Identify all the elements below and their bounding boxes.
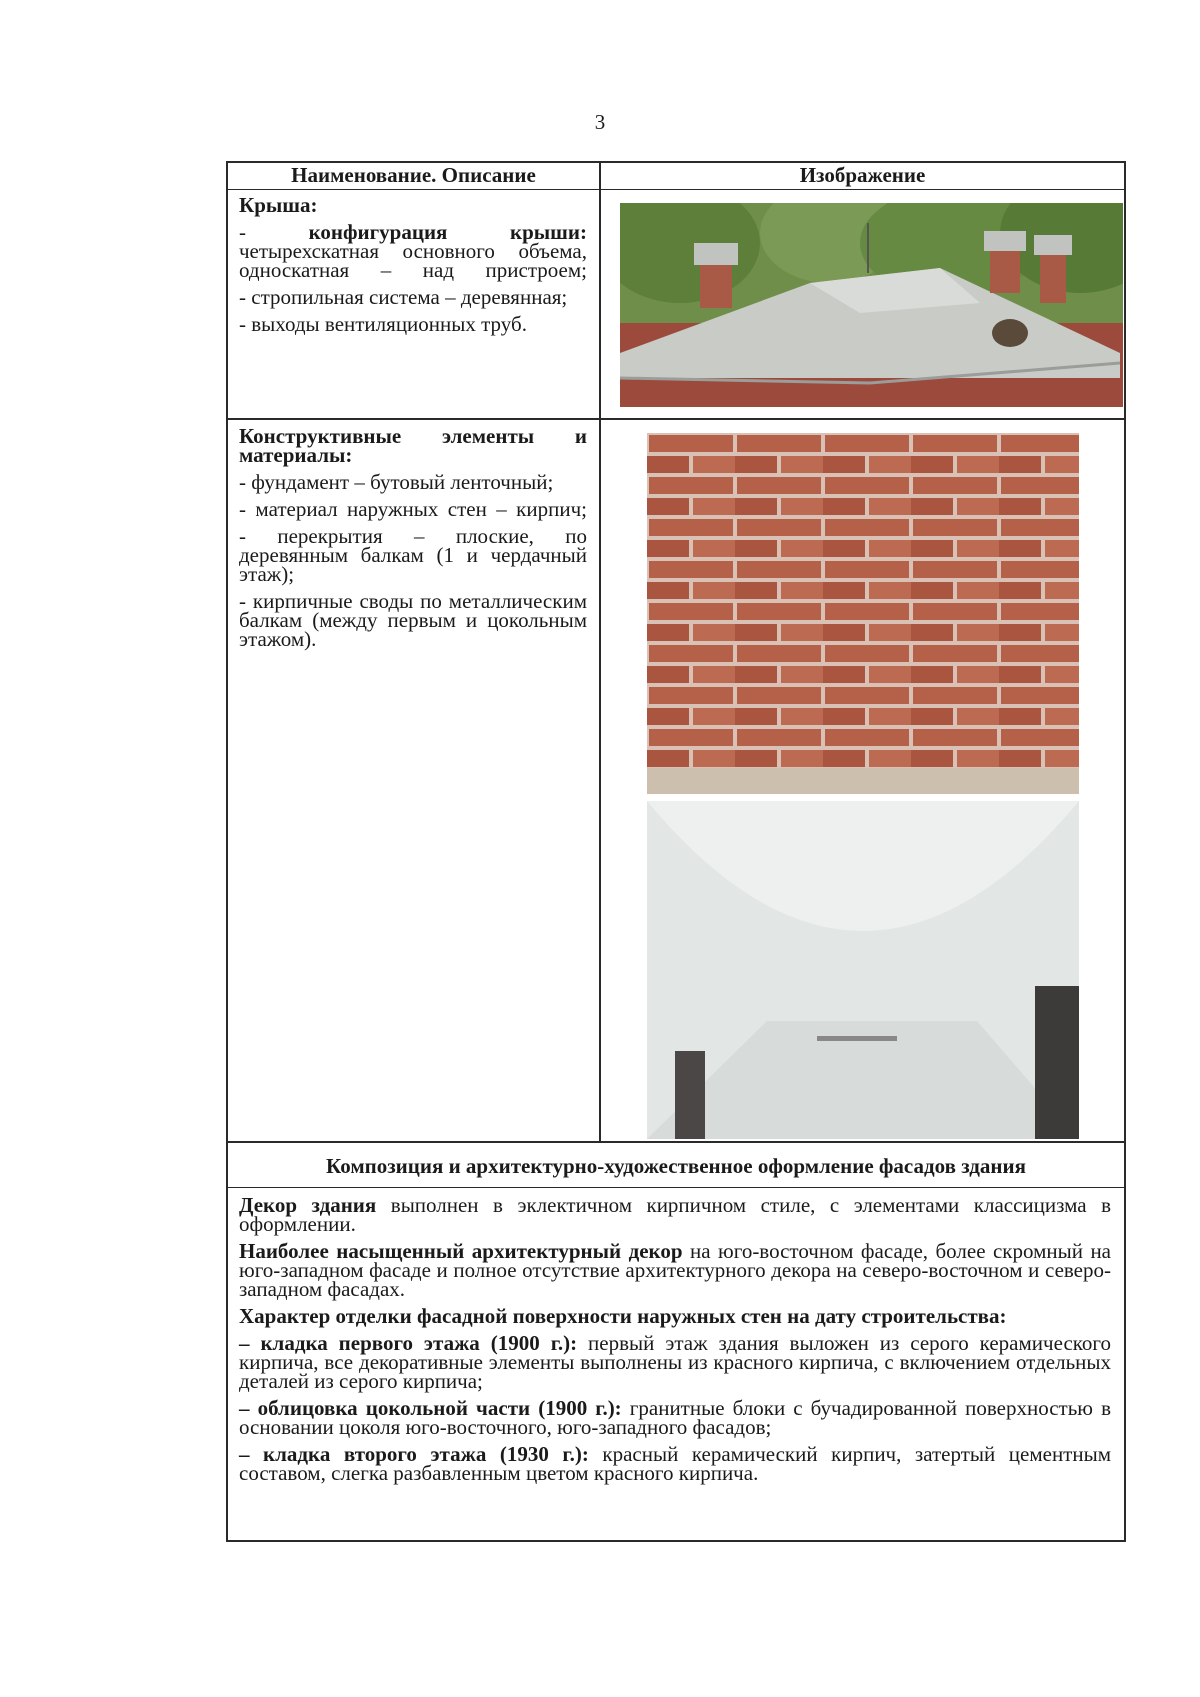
- composition-paragraph: Наиболее насыщенный архитектурный декор на юго-восточном фасаде, более скромный на юго-западном фасаде и полное отсутствие архитектурного декора на северо-восточном и северо-западном фасадах.: [239, 1239, 1111, 1301]
- construction-item-foundation: - фундамент – бутовый ленточный;: [239, 470, 554, 494]
- header-description: Наименование. Описание: [291, 163, 536, 187]
- construction-title: Конструктивные элементы и материалы:: [239, 424, 587, 467]
- composition-paragraph: – кладка первого этажа (1900 г.): первый этаж здания выложен из серого керамического кирпича, все декоративные элементы выполнены из красного кирпича, с включением отдельных деталей из серого кирпича;: [239, 1331, 1111, 1393]
- roof-description: [239, 193, 588, 342]
- description-table: [226, 161, 1126, 1542]
- brick-wall-photo: [647, 433, 1079, 794]
- construction-item-vaults: - кирпичные своды по металлическим балкам (между первым и цокольным этажом).: [239, 589, 587, 651]
- composition-paragraph: – кладка второго этажа (1930 г.): красный керамический кирпич, затертый цементным составом, слегка разбавленным цветом красного кирпича.: [239, 1442, 1111, 1485]
- composition-title: Композиция и архитектурно-художественное оформление фасадов здания: [326, 1154, 1026, 1178]
- ceiling-photo: [647, 801, 1079, 1139]
- construction-item-walls: - материал наружных стен – кирпич;: [239, 497, 587, 521]
- construction-description: [239, 424, 587, 657]
- construction-item-floors: - перекрытия – плоские, по деревянным балкам (1 и чердачный этаж);: [239, 524, 587, 586]
- composition-paragraph: Характер отделки фасадной поверхности наружных стен на дату строительства:: [239, 1304, 1007, 1328]
- composition-paragraph: Декор здания выполнен в эклектичном кирпичном стиле, с элементами классицизма в оформлении.: [239, 1193, 1111, 1236]
- roof-title: Крыша:: [239, 193, 318, 217]
- roof-item-rafters: - стропильная система – деревянная;: [239, 285, 568, 309]
- header-image: Изображение: [799, 163, 926, 187]
- page-number: 3: [594, 110, 606, 134]
- composition-text: [239, 1193, 1111, 1491]
- roof-item-vents: - выходы вентиляционных труб.: [239, 312, 527, 336]
- roof-photo: [620, 203, 1123, 407]
- composition-paragraph: – облицовка цокольной части (1900 г.): гранитные блоки с бучадированной поверхностью в основании цоколя юго-восточного, юго-западного фасадов;: [239, 1396, 1111, 1439]
- roof-item-configuration: - конфигурация крыши: четырехскатная основного объема, односкатная – над пристроем;: [239, 220, 588, 282]
